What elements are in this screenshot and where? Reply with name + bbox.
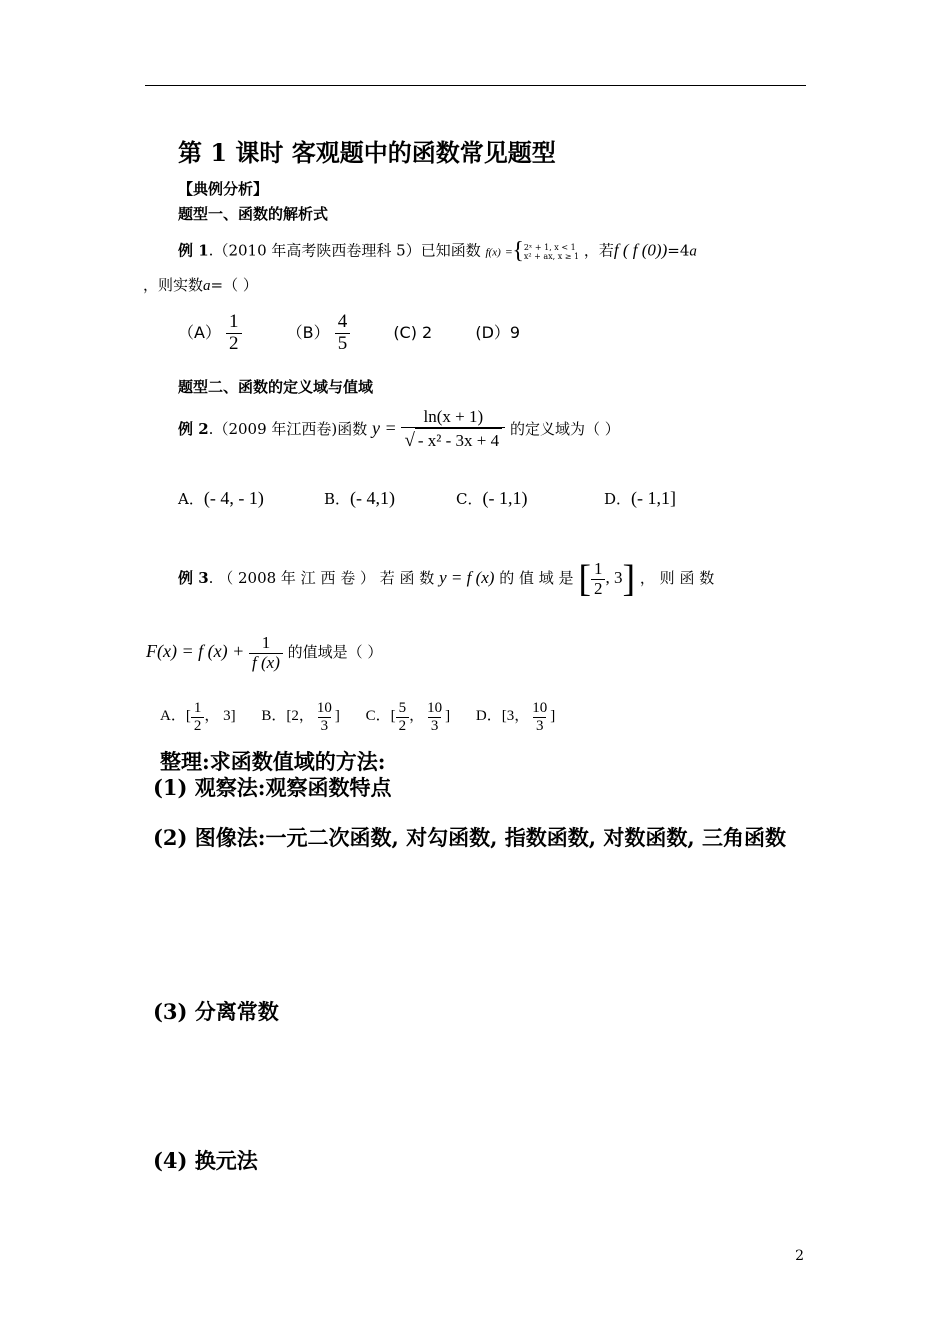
method-2: (2) 图像法:一元二次函数, 对勾函数, 指数函数, 对数函数, 三角函数	[153, 825, 787, 850]
example-2-lhs: y =	[372, 417, 397, 438]
ex3-option-c: C．[ $\frac{5}{2}$ ， $\frac{10}{3}$ ]	[365, 700, 451, 734]
example-2-tail: 的定义域为（ ）	[509, 419, 620, 438]
ex3-option-d: D．[3， $\frac{10}{3}$ ]	[475, 700, 556, 734]
header-rule	[145, 85, 806, 86]
ex3-option-b: B．[2， $\frac{10}{3}$ ]	[261, 700, 340, 734]
ex2-option-b: B．(- 4,1)	[324, 488, 396, 508]
example-1-source: .（2010 年高考陕西卷理科 5）已知函数	[208, 241, 481, 260]
example-3-line1: 例 3. （ 2008 年 江 西 卷 ） 若 函 数 y = f (x) 的 值 域 是 [ $\frac{1}{2}$ , 3] ， 则 函 数	[178, 558, 715, 601]
piecewise-func-name: f(x)	[485, 246, 501, 259]
example-3-label: 例 3	[178, 569, 209, 588]
example-2-label: 例 2	[178, 419, 209, 438]
type1-heading: 题型一、函数的解析式	[178, 205, 329, 223]
type2-heading: 题型二、函数的定义域与值域	[178, 378, 374, 396]
summary-title: 整理:求函数值域的方法:	[160, 749, 386, 774]
example-1-line1: 例 1.（2010 年高考陕西卷理科 5）已知函数 f(x) ={ 2ˣ + 1, x < 1 x² + ax, x ≥ 1 ，若f ( f (0))=4a	[178, 238, 697, 264]
ex2-option-c: C．(- 1,1)	[456, 488, 528, 508]
ex2-option-a: A．(- 4, - 1)	[178, 488, 264, 508]
example-3-F-tail: 的值域是（ ）	[287, 643, 383, 662]
example-3-options	[160, 700, 555, 734]
example-2-line	[178, 408, 620, 452]
section-label: 【典例分析】	[178, 180, 269, 198]
option-a: （A） $\frac{1}{2}$	[178, 323, 247, 342]
method-1: (1) 观察法:观察函数特点	[153, 775, 392, 800]
example-3-mid: 的 值 域 是	[499, 569, 574, 588]
method-3: (3) 分离常数	[153, 999, 279, 1024]
example-1-cond-pre: ，若	[583, 241, 614, 260]
example-1-label: 例 1	[178, 241, 209, 260]
example-3-line2: F(x) = f (x) + $\frac{1}{f (x)}$ 的值域是（ ）	[146, 633, 383, 672]
method-4: (4) 换元法	[153, 1148, 258, 1173]
example-2-fraction: $\frac{\ln(x + 1)}{\text{√ - x² - 3x + 4}}$	[401, 408, 505, 452]
option-d: (D）9	[475, 322, 521, 342]
ex3-option-a: A．[ $\frac{1}{2}$ ， 3]	[160, 700, 236, 734]
example-1-options	[178, 312, 520, 355]
ex2-option-d: D．(- 1,1]	[604, 488, 677, 508]
example-1-cond-var: a	[689, 243, 697, 260]
example-3-tail: ， 则 函 数	[639, 569, 715, 588]
example-2-source: .（2009 年江西卷)函数	[208, 419, 368, 438]
example-1-cond-post: =4	[667, 241, 690, 260]
example-3-F-expr: F(x) = f (x) +	[146, 641, 245, 662]
example-1-line2: ，则实数a=（ ）	[143, 276, 258, 294]
example-1-cond-expr: f ( f (0))	[613, 240, 668, 260]
option-b: （B） $\frac{4}{5}$	[287, 323, 356, 342]
piecewise-cases: 2ˣ + 1, x < 1 x² + ax, x ≥ 1	[523, 242, 580, 261]
example-3-source: . （ 2008 年 江 西 卷 ） 若 函 数	[208, 569, 435, 588]
piecewise-brace: {	[512, 238, 524, 264]
page-number: 2	[795, 1248, 804, 1264]
lesson-title: 第 1 课时 客观题中的函数常见题型	[178, 138, 556, 167]
option-c: (C) 2	[393, 322, 433, 342]
example-3-expr: y = f (x)	[439, 568, 495, 588]
